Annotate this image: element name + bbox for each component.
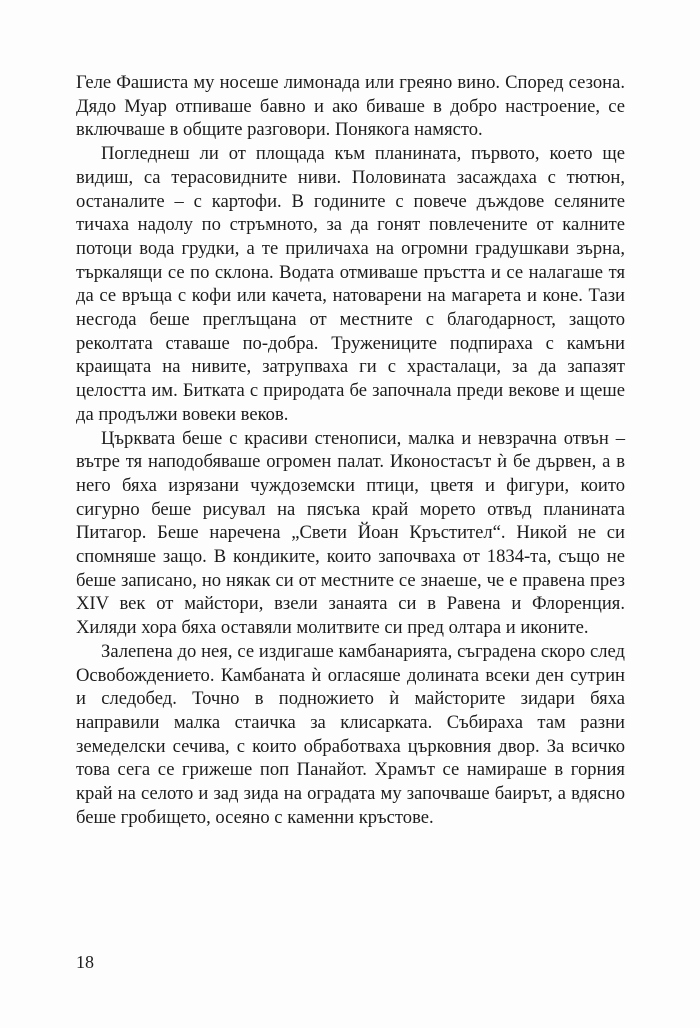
paragraph-2: Погледнеш ли от площада към планината, първото, което ще видиш, са терасовидните ниви. Половината засаждаха с тютюн, останалите – с картофи. В годините с повече дъждове селяните тичаха надолу по стръмното, за да гонят повлечените от калните потоци вода грудки, а те приличаха на огромни градушкави зърна, търкалящи се по склона. Водата отмиваше пръстта и се налагаше тя да се връща с кофи или качета, натоварени на магарета и коне. Тази несгода беше преглъщана от местните с благодарност, защото реколтата ставаше по-добра. Тружениците подпираха с камъни краищата на нивите, затрупваха ги с храсталаци, за да запазят целостта им. Битката с природата бе започнала преди векове и щеше да продължи вовеки веков. [76,143,625,425]
paragraph-1: Геле Фашиста му носеше лимонада или греяно вино. Според сезона. Дядо Муар отпиваше бавно и ако биваше в добро настроение, се включваше в общите разговори. Понякога намясто. [76,72,625,141]
paragraph-4: Залепена до нея, се издигаше камбанарията, съградена скоро след Освобождението. Камбаната ѝ огласяше долината всеки ден сутрин и следобед. Точно в подножието ѝ майсторите зидари бяха направили малка стаичка за клисарката. Събираха там разни земеделски сечива, с които обработваха църковния двор. За всичко това сега се грижеше поп Панайот. Храмът се намираше в горния край на селото и зад зида на оградата му започваше баирът, а вдясно беше гробището, осеяно с каменни кръстове. [76,640,625,828]
paragraph-3: Църквата беше с красиви стенописи, малка и невзрачна отвън – вътре тя наподобяваше огромен палат. Иконостасът ѝ бе дървен, а в него бяха изрязани чуждоземски птици, цветя и фигури, които сигурно беше рисувал на пясъка край морето отвъд планината Питагор. Беше наречена „Свети Йоан Кръстител“. Никой не си спомняше защо. В кондиките, които започваха от 1834-та, също не беше записано, но някак си от местните се знаеше, че е правена през XIV век от майстори, взели занаята си в Равена и Флоренция. Хиляди хора бяха оставяли молитвите си пред олтара и иконите. [76,427,625,639]
body-text [76,71,625,830]
page-number: 18 [76,952,94,972]
